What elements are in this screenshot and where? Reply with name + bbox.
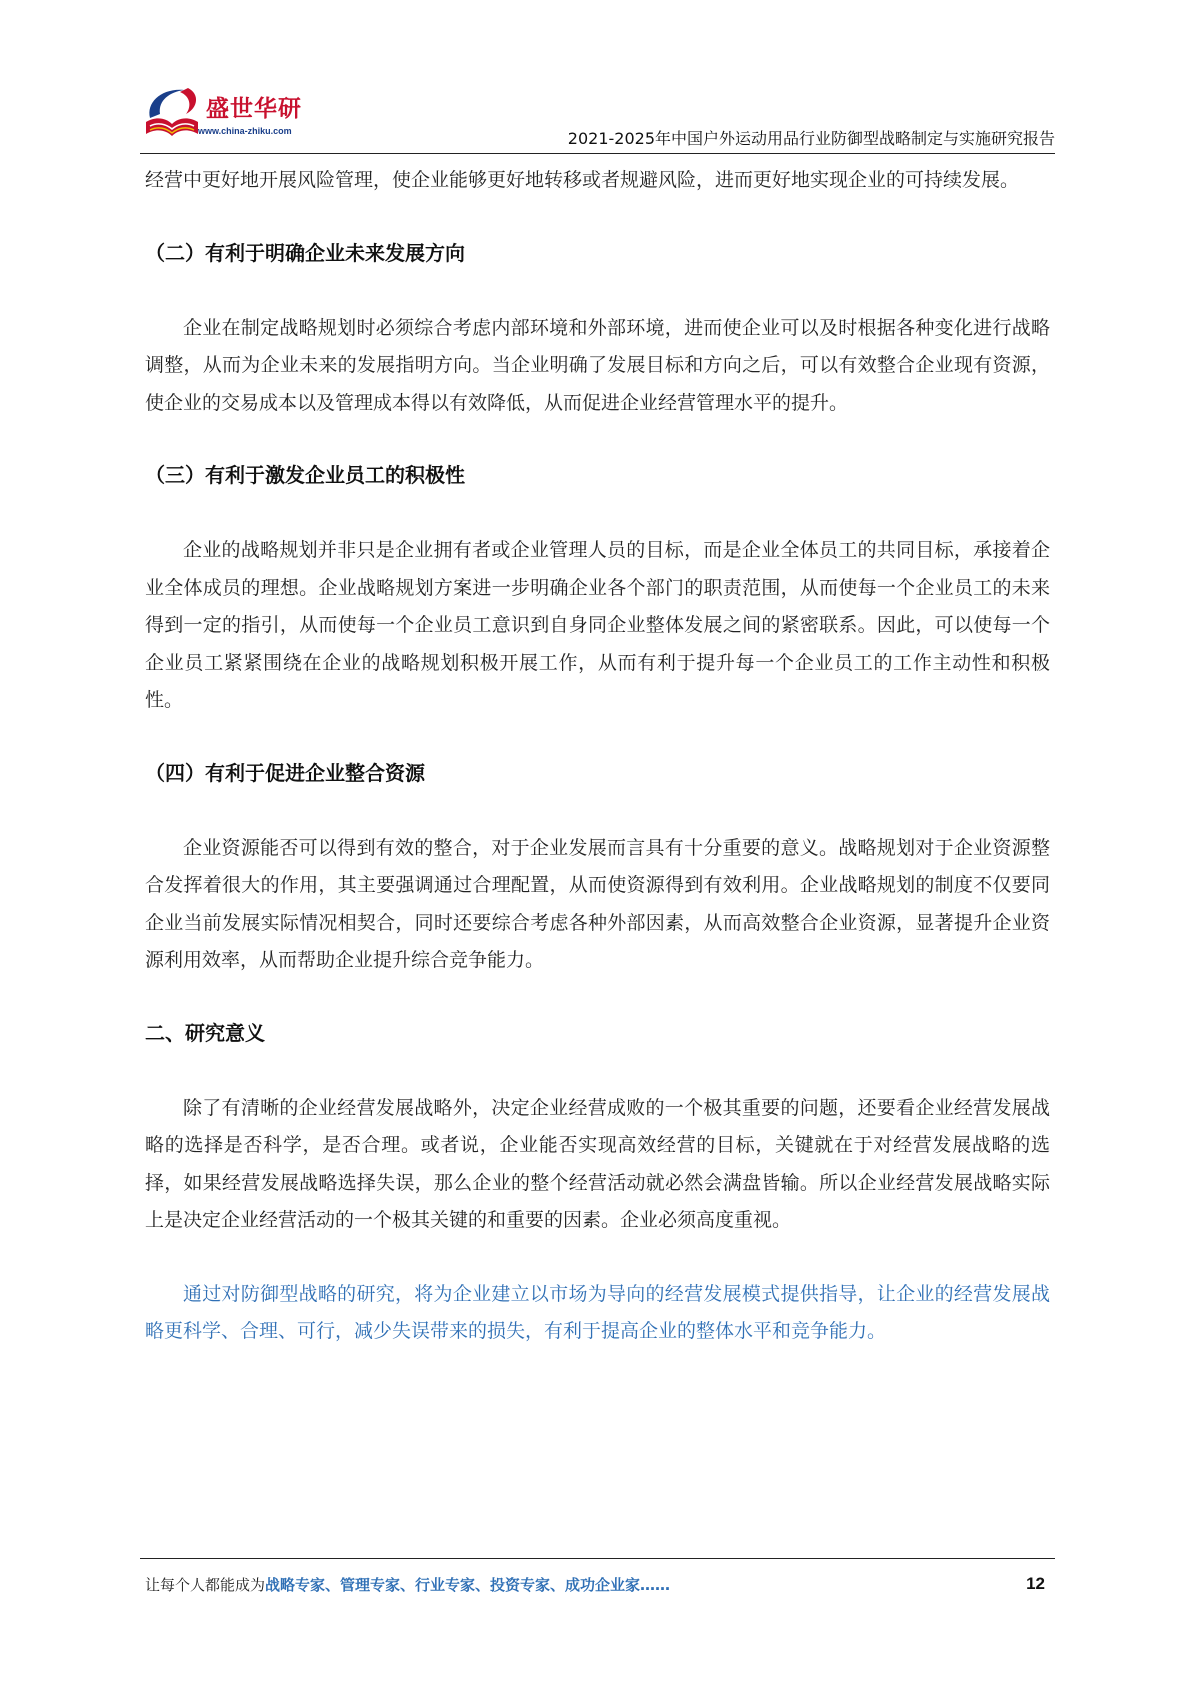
footer-divider xyxy=(140,1558,1055,1559)
page-footer xyxy=(145,1574,1045,1604)
logo-url: www.china-zhiku.com xyxy=(198,126,292,136)
footer-slogan-roles: 战略专家、管理专家、行业专家、投资专家、成功企业家…… xyxy=(265,1576,671,1594)
paragraph-conclusion-highlight: 通过对防御型战略的研究，将为企业建立以市场为导向的经营发展模式提供指导，让企业的经营发展战略更科学、合理、可行，减少失误带来的损失，有利于提高企业的整体水平和竞争能力。 xyxy=(145,1282,1050,1342)
report-title: 2021-2025年中国户外运动用品行业防御型战略制定与实施研究报告 xyxy=(567,129,1055,148)
section-heading-employees: （三）有利于激发企业员工的积极性 xyxy=(145,463,465,487)
logo-name: 盛世华研 xyxy=(206,96,302,122)
paragraph-resources: 企业资源能否可以得到有效的整合，对于企业发展而言具有十分重要的意义。战略规划对于企业资源整合发挥着很大的作用，其主要强调通过合理配置，从而使资源得到有效利用。企业战略规划的制度不仅要同企业当前发展实际情况相契合，同时还要综合考虑各种外部因素，从而高效整合企业资源，显著提升企业资源利用效率，从而帮助企业提升综合竞争能力。 xyxy=(145,836,1050,971)
paragraph-continued: 经营中更好地开展风险管理，使企业能够更好地转移或者规避风险，进而更好地实现企业的可持续发展。 xyxy=(145,169,1020,191)
paragraph-employees: 企业的战略规划并非只是企业拥有者或企业管理人员的目标，而是企业全体员工的共同目标，承接着企业全体成员的理想。企业战略规划方案进一步明确企业各个部门的职责范围，从而使每一个企业员工的未来得到一定的指引，从而使每一个企业员工意识到自身同企业整体发展之间的紧密联系。因此，可以使每一个企业员工紧紧围绕在企业的战略规划积极开展工作，从而有利于提升每一个企业员工的工作主动性和积极性。 xyxy=(145,539,1050,711)
section-heading-direction: （二）有利于明确企业未来发展方向 xyxy=(145,240,465,265)
main-content xyxy=(145,162,1050,1351)
paragraph-research-significance: 除了有清晰的企业经营发展战略外，决定企业经营成败的一个极其重要的问题，还要看企业经营发展战略的选择是否科学，是否合理。或者说，企业能否实现高效经营的目标，关键就在于对经营发展战略的选择，如果经营发展战略选择失误，那么企业的整个经营活动就必然会满盘皆输。所以企业经营发展战略实际上是决定企业经营活动的一个极其关键的和重要的因素。企业必须高度重视。 xyxy=(145,1096,1050,1231)
page-number: 12 xyxy=(1026,1574,1045,1593)
company-logo xyxy=(140,84,310,144)
header-divider xyxy=(140,153,1055,154)
section-heading-resources: （四）有利于促进企业整合资源 xyxy=(145,760,425,785)
section-heading-research-significance: 二、研究意义 xyxy=(145,1020,265,1045)
logo-book-icon xyxy=(140,84,204,144)
footer-slogan-lead: 让每个人都能成为 xyxy=(145,1576,266,1594)
paragraph-direction: 企业在制定战略规划时必须综合考虑内部环境和外部环境，进而使企业可以及时根据各种变化进行战略调整，从而为企业未来的发展指明方向。当企业明确了发展目标和方向之后，可以有效整合企业现有资源，使企业的交易成本以及管理成本得以有效降低，从而促进企业经营管理水平的提升。 xyxy=(145,316,1050,414)
page-header xyxy=(140,78,1055,150)
